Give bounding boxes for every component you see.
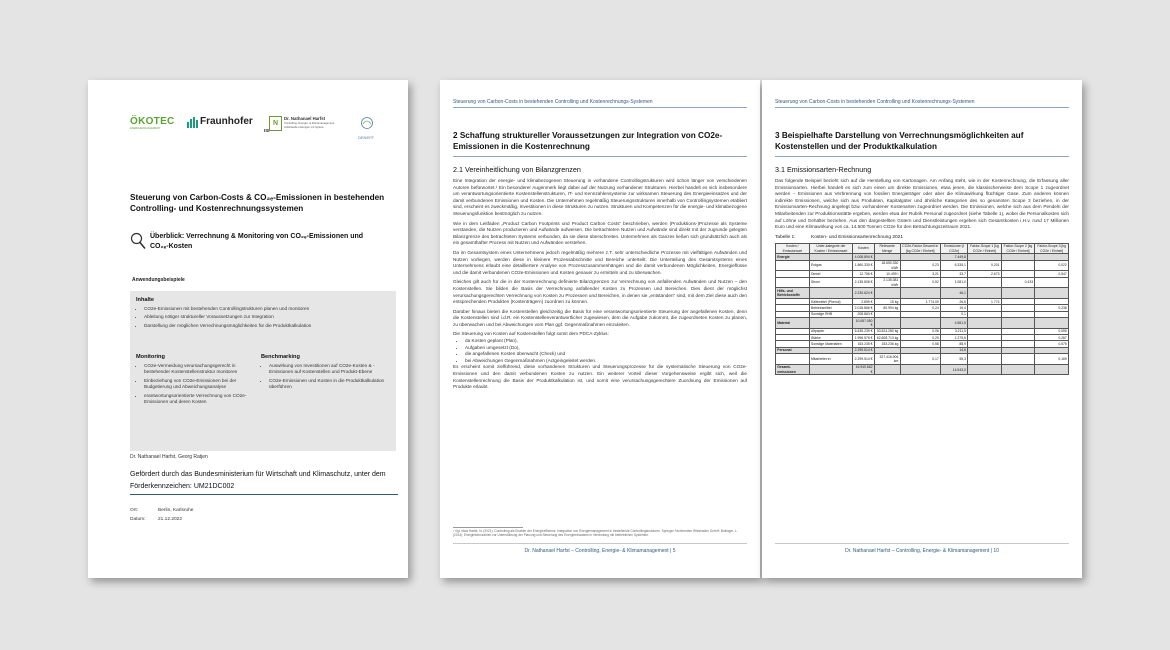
table-cell: 33,7 — [941, 271, 968, 277]
table-cell: 6.635.239 € — [853, 328, 875, 334]
inhalte-heading: Inhalte — [136, 297, 155, 303]
table-cell — [968, 318, 1002, 329]
table-cell: 3,21 — [900, 271, 940, 277]
section-rule — [775, 156, 1069, 157]
table-row — [776, 260, 1069, 271]
table-cell: 0,24 — [900, 305, 940, 311]
list-item: • die angefallenen Kosten überwacht (Check) und — [465, 351, 747, 358]
deneff-mark-icon — [358, 116, 376, 130]
emissions-table — [775, 243, 1069, 376]
table-cell — [1001, 364, 1035, 375]
table-cell: 153.236 kg — [874, 341, 900, 347]
table-header-cell: Faktor-Scope 1 [kg CO2e / Einheit] — [968, 243, 1002, 254]
table-cell: Gesamt-emissionen — [776, 364, 810, 375]
table-row — [776, 354, 1069, 365]
table-cell: 0,17 — [900, 354, 940, 365]
table-cell — [776, 277, 810, 288]
divider — [130, 494, 398, 495]
paragraph: Da im Gesamtsystem eines Unternehmens jedoch regelmäßig mehrere z.T. sehr unterschiedliche Prozesse mit vielfältigen Aufwänden und Nutzen vorliegen, werden diese in kleinere Prozessabschnitte und Bereiche unterteilt. Die Unterteilung des Gesamtsystems eines Unternehmens erlaubt eine detailliertere Analyse von Prozesszusammenhängen und die damit verbundenen Möglichkeiten, Energieflüsse und die damit verbundenen CO2e-Emissionen und Kosten genauer zu ermitteln und zu überwachen. — [453, 249, 747, 275]
list-item: • Ableitung nötiger struktureller Voraussetzungen zur Integration — [144, 314, 390, 320]
table-caption-text: Kosten- und Emissionsartenrechnung 2021 — [811, 234, 903, 240]
table-cell — [1001, 318, 1035, 329]
list-item: • da Kosten geplant (Plan), — [465, 338, 747, 345]
table-cell — [968, 364, 1002, 375]
table-cell: 0,238 — [1035, 305, 1069, 311]
table-cell — [1001, 288, 1035, 299]
table-cell: Strom — [809, 277, 852, 288]
table-header-cell: Unter-kategorie der Kosten / Emissionsart — [809, 243, 852, 254]
paragraph: Das folgende Beispiel bezieht sich auf die Herstellung von Kartonagen. Am Anfang steht, wie in der Kostenrechnung, die Erfassung aller Emissionsarten. Hierbei handelt es sich zum einen um direkte Emissionen, etwa jenen, die klassischerweise dem Scope 1 zugeordnet werden – Emissionen aus Verbrennung von fossilen Energieträger oder aber die Klimawirkung flüchtiger Gase. Zum anderen können indirekte Emissionen, welche sich aus Produkten, Kapitalgüter und ähnliche Kategorien des so genannten Scope 3 beziehen, in der Emissionsarten-Rechnung angelegt bzw. vorhandener Kostenarten zugeordnet werden. Die Emissionen, welche sich aus dem Pendeln der Mitarbeitenden zur Produktionsstätte ergeben, werden etwa der Rubrik Personal zugeordnet (siehe Tabelle 1), wobei die Personalkosten sich auf Löhne und Gehälter beziehen. Aus den dargestellten Gütern und Dienstleistungen ergeben sich Gesamtkosten i.H.v. rund 17 Millionen Euro und eine Klimawirkung von ca. 14.500 Tonnen CO2e für den Betrachtungszeitraum 2021. — [775, 178, 1069, 230]
table-cell: Personal — [776, 347, 810, 353]
monitoring-block — [136, 354, 254, 407]
section-2 — [453, 131, 747, 394]
running-header: Steuerung von Carbon-Costs in bestehenden Controlling und Kostenrechnungs-Systemen — [453, 99, 653, 105]
table-cell: 14,6 — [941, 347, 968, 353]
footer-divider — [775, 543, 1069, 544]
subsection-title: 3.1 Emissionsarten-Rechnung — [775, 165, 872, 174]
benchmarking-block — [261, 354, 389, 393]
table-cell: Betriebsmittel — [809, 305, 852, 311]
benchmarking-list — [261, 363, 389, 391]
table-cell: 2.135.808 € — [853, 277, 875, 288]
partner-logos: ÖKOTEC ENERGIEMANAGEMENT Fraunhofer ISI N Dr. Nathanael Harfst Controlling, Energie- & Klimamanagement Individuelle Lösungen mit System DENEFF — [130, 116, 374, 140]
table-cell: Altpapier — [809, 328, 852, 334]
header-divider — [453, 107, 747, 108]
table-cell: 15 kg — [874, 298, 900, 304]
magnifier-icon — [130, 232, 146, 250]
deneff-logo: DENEFF — [358, 116, 376, 140]
table-cell — [1035, 288, 1069, 299]
table-cell: 1.774,00 — [900, 298, 940, 304]
table-header-cell: Faktor-Scope 3 [kg CO2e / Einheit] — [1035, 243, 1069, 254]
document-title: Steuerung von Carbon-Costs & CO₂ₑ-Emissionen in bestehenden Controlling- und Kostenrechnungssystemen — [130, 193, 385, 213]
table-cell — [968, 277, 1002, 288]
body-text — [775, 178, 1069, 231]
table-cell: Kältemittel (Phenol) — [809, 298, 852, 304]
ort-label: Ort: — [130, 508, 138, 513]
inhalte-block — [136, 297, 390, 331]
list-item: • Einbeziehung von CO2e-Emissionen bei der Budgetierung und Abweichungsanalyse — [144, 378, 254, 391]
list-item: • erantwortungsorientierte Verrechnung von CO2e-Emissionen und deren Kosten — [144, 393, 254, 406]
table-cell — [809, 288, 852, 299]
table-cell: 2.018.866 € — [853, 305, 875, 311]
paragraph: Eine Integration der energie- und klimabezogenen Steuerung in vorhandene Controllingstrukturen wird schon länger von verschiedenen Autoren befürwortet.¹ Ein besonderer Augenmerk liegt dabei auf der Nutzung vorhandener Strukturen. Hierbei handelt es sich insbesondere um verantwortungsorientierte Kostenstellenstrukturen, IT- und Kennzahlensysteme zur wirksamen Steuerung des Energieeinsatzes und der damit verbundenen Emissionen und Kosten. Die Unternehmen regelmäßig Steuerungsstrukturen innerhalb von Controllingsystemen etabliert sind, erscheint es zweckmäßig, Investitionen in diese Strukturen zu nutzen. Strukturen und Kompetenzen für die energie- und klimabezogene Steuerungsfunktion bestmöglich zu nutzen. — [453, 178, 747, 216]
table-cell: 80.994 kg — [874, 305, 900, 311]
document-page-10 — [762, 80, 1082, 578]
section-rule — [453, 156, 747, 157]
paragraph: Wie in dem Leitfaden „Product Carbon Footprints und Product Carbon Costs“ beschrieben, werden (Produktions-)Prozesse als Systeme verstanden, die Nutzen produzieren und Aufwände aufweisen. Die betrachteten Nutzen und Aufwände sind direkt mit der zugrunde gelegten Bilanzgrenze des betrachteten Systems verbunden, da sie diese überschreiten. Unternehmen als Ganzes ließen sich grundsätzlich auch als ein gesamthafter Prozess mit Nutzen und Aufwänden verstehen. — [453, 220, 747, 246]
paragraph: Darüber hinaus bieten die Kostenstellen gleichzeitig die Basis für eine verantwortungsorientierte Steuerung der angefallenen Kosten, denn die Kostenstellen sind i.d.R. ein Kostenstellenverantwortlicher zugewiesen, dem die Aufgabe zukommt, die zugeordneten Kosten zu planen, zu überwachen und bei Abweichungen vom Plan ggf. Gegenmaßnahmen einzuleiten. — [453, 308, 747, 327]
datum-value: 21.12.2022 — [158, 516, 183, 522]
table-cell: 0,575 — [1035, 341, 1069, 347]
list-item: • CO2e-Emissionen und Kosten in die Produktkalkulation überführen — [269, 378, 389, 391]
okotec-logo: ÖKOTEC ENERGIEMANAGEMENT — [130, 116, 175, 130]
table-cell: Mitarbeiter:in — [809, 354, 852, 365]
paragraph: Gleiches gilt auch für die in der Kostenrechnung definierte Bilanzgrenzen zur Verrechnung von anfallenden Aufwänden und Nutzen – den Kostenstellen. Sie bilden die Basis der Verrechnung anfallender Kosten zu Prozessen und Bereichen. Dies dient der möglichst verursachungsgerechten Verrechnung von Kosten zu Prozessen und Bereichen, in denen sie „entstanden“ sind, mit dem Ziel diese auch den entsprechenden Produkten (Kostenträgern) zuordnen zu können. — [453, 279, 747, 305]
table-cell: Sonstige RHB — [809, 311, 852, 317]
harfst-mark-icon: N — [269, 116, 282, 131]
table-cell: 88,9 — [941, 341, 968, 347]
table-cell: 327.416.906 km — [874, 354, 900, 365]
table-cell: 53.524.280 kg — [874, 328, 900, 334]
table-cell: Stärke — [809, 335, 852, 341]
table-row — [776, 364, 1069, 375]
table-cell: 10.087.050 € — [853, 318, 875, 329]
table-cell — [776, 354, 810, 365]
table-cell: 2.299.514 € — [853, 347, 875, 353]
table-row — [776, 277, 1069, 288]
table-cell: 10.499 l — [874, 271, 900, 277]
overview-subtitle: Überblick: Verrechnung & Monitoring von CO₂ₑ-Emissionen und CO₂ₑ-Kosten — [150, 233, 364, 250]
monitoring-list — [136, 363, 254, 405]
footnote: ¹ Vgl. etwa Harfst, N. (2021). Controlling als Enabler der Energieeffizienz: Integration von Energiemanagement in bestehende Controllingstrukturen. Springer Fachmedien Wiesbaden GmbH; Bullinger, L. (2014). Energiekennzahlen zur Unterstützung der Planung und Steuerung des Energieeinsatzes in Verbindung mit betrieblichen Systemen. — [453, 528, 738, 537]
datum-label: Datum: — [130, 516, 146, 522]
table-header-row — [776, 243, 1069, 254]
table-row — [776, 288, 1069, 299]
pdca-list — [453, 338, 747, 364]
list-item: • bei Abweichungen Gegenmaßnahmen (Actgeingeleitet werden. — [465, 358, 747, 365]
table-cell: 0,169 — [1035, 354, 1069, 365]
table-header-cell: Emissionen [t CO2e] — [941, 243, 968, 254]
table-cell — [1035, 318, 1069, 329]
table-cell: 0,055 — [1035, 328, 1069, 334]
table-header-cell: Kosten / Emissionsart — [776, 243, 810, 254]
table-cell: 55,3 — [941, 354, 968, 365]
footnote-area — [453, 527, 747, 537]
table-cell — [809, 318, 852, 329]
table-cell: 0,58 — [900, 341, 940, 347]
monitoring-heading: Monitoring — [136, 354, 165, 360]
table-row — [776, 318, 1069, 329]
header-divider — [775, 107, 1069, 108]
footer-divider — [453, 543, 747, 544]
table-cell — [874, 318, 900, 329]
section-title: 3 Beispielhafte Darstellung von Verrechnungsmöglichkeiten auf Kostenstellen und der Produktkalkulation — [775, 131, 1024, 151]
paragraph: Die Steuerung von Kosten auf Kostenstellen folgt somit dem PDCA-Zyklus: — [453, 331, 609, 337]
authors: Dr. Nathanael Harfst, Georg Ratjen — [130, 454, 208, 460]
page-footer: Dr. Nathanael Harfst – Controlling, Energie- & Klimamanagement | 5 — [524, 548, 676, 554]
table-cell: Hilfs- und Betriebsstoffe — [776, 288, 810, 299]
table-cell: 0,29 — [900, 335, 940, 341]
running-header: Steuerung von Carbon-Costs in bestehenden Controlling und Kostenrechnungs-Systemen — [775, 99, 975, 105]
list-item: • CO2e-Emissionen mit bestehenden Controllingstrukturen planen und monitoren — [144, 306, 390, 312]
list-item: • CO2e-Vermeidung verursachungsgerecht in bestehender Kostenstellenstruktur monitoren — [144, 363, 254, 376]
section-label: Anwendungsbeispiele — [132, 277, 185, 283]
table-cell — [1001, 260, 1035, 271]
table-cell — [776, 260, 810, 271]
table-cell: 1.860.330 € — [853, 260, 875, 271]
document-page-5 — [440, 80, 760, 578]
table-cell: 2.230.624 € — [853, 288, 875, 299]
table-cell: 0,287 — [1035, 335, 1069, 341]
table-cell: 0,23 — [900, 260, 940, 271]
fraunhofer-mark-icon — [186, 116, 198, 128]
table-cell: 4.581,5 — [941, 318, 968, 329]
table-cell: 1.081,0 — [941, 277, 968, 288]
table-cell: 46,1 — [941, 288, 968, 299]
funding-note: Gefördert durch das Bundesministerium für Wirtschaft und Klimaschutz, unter dem Förderkennzeichen: UM21DC002 — [130, 471, 386, 490]
table-cell: 1.275,6 — [941, 335, 968, 341]
table-cell: Material — [776, 318, 810, 329]
footnote-rule — [453, 527, 523, 528]
table-cell: 2.135.381 kWh — [874, 277, 900, 288]
table-cell: 2,673 — [968, 271, 1002, 277]
table-header-cell: Faktor-Scope 2 [kg CO2e / Einheit] — [1001, 243, 1035, 254]
paragraph: Es erscheint somit zielführend, diese vorhandenen Strukturen und Steuerungsprozesse für die systematische Steuerung von CO2e-Emissionen und den damit verbundenen Kosten zu nutzen. Ein weiterer Vorteil dieser Vorgehensweise ergibt sich, weil die Kostenstellenrechnung die Basis der Produktkalkulation ist, und somit eine verursachungsgerechtere Zuordnung der Emissionen auf Produkte erlaubt. — [453, 364, 747, 390]
table-cell: Sonstige Materialien — [809, 341, 852, 347]
table-cell: 1.996.576 € — [853, 335, 875, 341]
table-cell: 153.235 € — [853, 341, 875, 347]
table-cell — [874, 364, 900, 375]
table-caption — [775, 235, 1069, 240]
table-cell — [968, 354, 1002, 365]
table-cell: Energie — [776, 254, 810, 260]
table-cell — [1001, 354, 1035, 365]
table-cell: 3.211,5 — [941, 328, 968, 334]
table-cell: 19,4 — [941, 305, 968, 311]
inhalte-list — [136, 306, 390, 329]
table-cell: Diesel — [809, 271, 852, 277]
table-cell: Erdgas — [809, 260, 852, 271]
table-cell — [1035, 277, 1069, 288]
table-cell: 2.895 € — [853, 298, 875, 304]
table-cell — [809, 364, 852, 375]
table-cell: 26,6 — [941, 298, 968, 304]
list-item: • Aufgaben umgesetzt (Do), — [465, 345, 747, 352]
table-cell: 6.335,1 — [941, 260, 968, 271]
place-date — [130, 507, 193, 524]
list-item: • Auswirkung von Investitionen auf CO2e-Kosten & -Emissionen auf Kostenstellen und Produkt-Ebene — [269, 363, 389, 376]
table-cell: 0,1 — [941, 311, 968, 317]
table-cell — [900, 364, 940, 375]
table-cell: 62.608.713 kg — [874, 335, 900, 341]
table-cell: 14.543,0 — [941, 364, 968, 375]
list-item: • Darstellung der möglichen Verrechnungsmöglichkeiten für die Produktkalkulation — [144, 323, 390, 329]
section-title: 2 Schaffung struktureller Voraussetzungen zur Integration von CO2e-Emissionen in die Kostenrechnung — [453, 131, 723, 151]
ort-value: Berlin, Karlsruhe — [158, 508, 194, 513]
table-cell — [900, 288, 940, 299]
table-cell: 208.863 € — [853, 311, 875, 317]
table-cell: 0,201 — [968, 260, 1002, 271]
table-cell: 0,433 — [1001, 277, 1035, 288]
benchmarking-heading: Benchmarking — [261, 354, 300, 360]
body-text — [453, 178, 747, 391]
subsection-title: 2.1 Vereinheitlichung von Bilanzgrenzen — [453, 165, 581, 174]
summary-box — [130, 291, 396, 451]
document-page-title — [88, 80, 408, 578]
table-cell: 16.940.662 € — [853, 364, 875, 375]
table-caption-label: Tabelle 1: — [775, 234, 796, 240]
table-cell: 12.756 € — [853, 271, 875, 277]
table-cell — [874, 288, 900, 299]
table-header-cell: CO2e-Faktor Gesamt in [kg CO2e / Einheit] — [900, 243, 940, 254]
table-cell — [1035, 364, 1069, 375]
table-cell: 0,52 — [900, 277, 940, 288]
table-cell — [900, 318, 940, 329]
page-footer: Dr. Nathanael Harfst – Controlling, Energie- & Klimamanagement | 10 — [845, 548, 999, 554]
table-header-cell: Relevante Menge — [874, 243, 900, 254]
table-cell: 0,022 — [1035, 260, 1069, 271]
table-cell — [968, 288, 1002, 299]
table-cell: 4.008.894 € — [853, 254, 875, 260]
table-cell: 7.449,8 — [941, 254, 968, 260]
table-cell: 1.774 — [968, 298, 1002, 304]
section-3 — [775, 131, 1069, 375]
table-cell: 2.299.514 € — [853, 354, 875, 365]
table-cell: 0,547 — [1035, 271, 1069, 277]
table-cell: 18.650.330 kWh — [874, 260, 900, 271]
table-header-cell: Kosten — [853, 243, 875, 254]
table-cell: 0,06 — [900, 328, 940, 334]
